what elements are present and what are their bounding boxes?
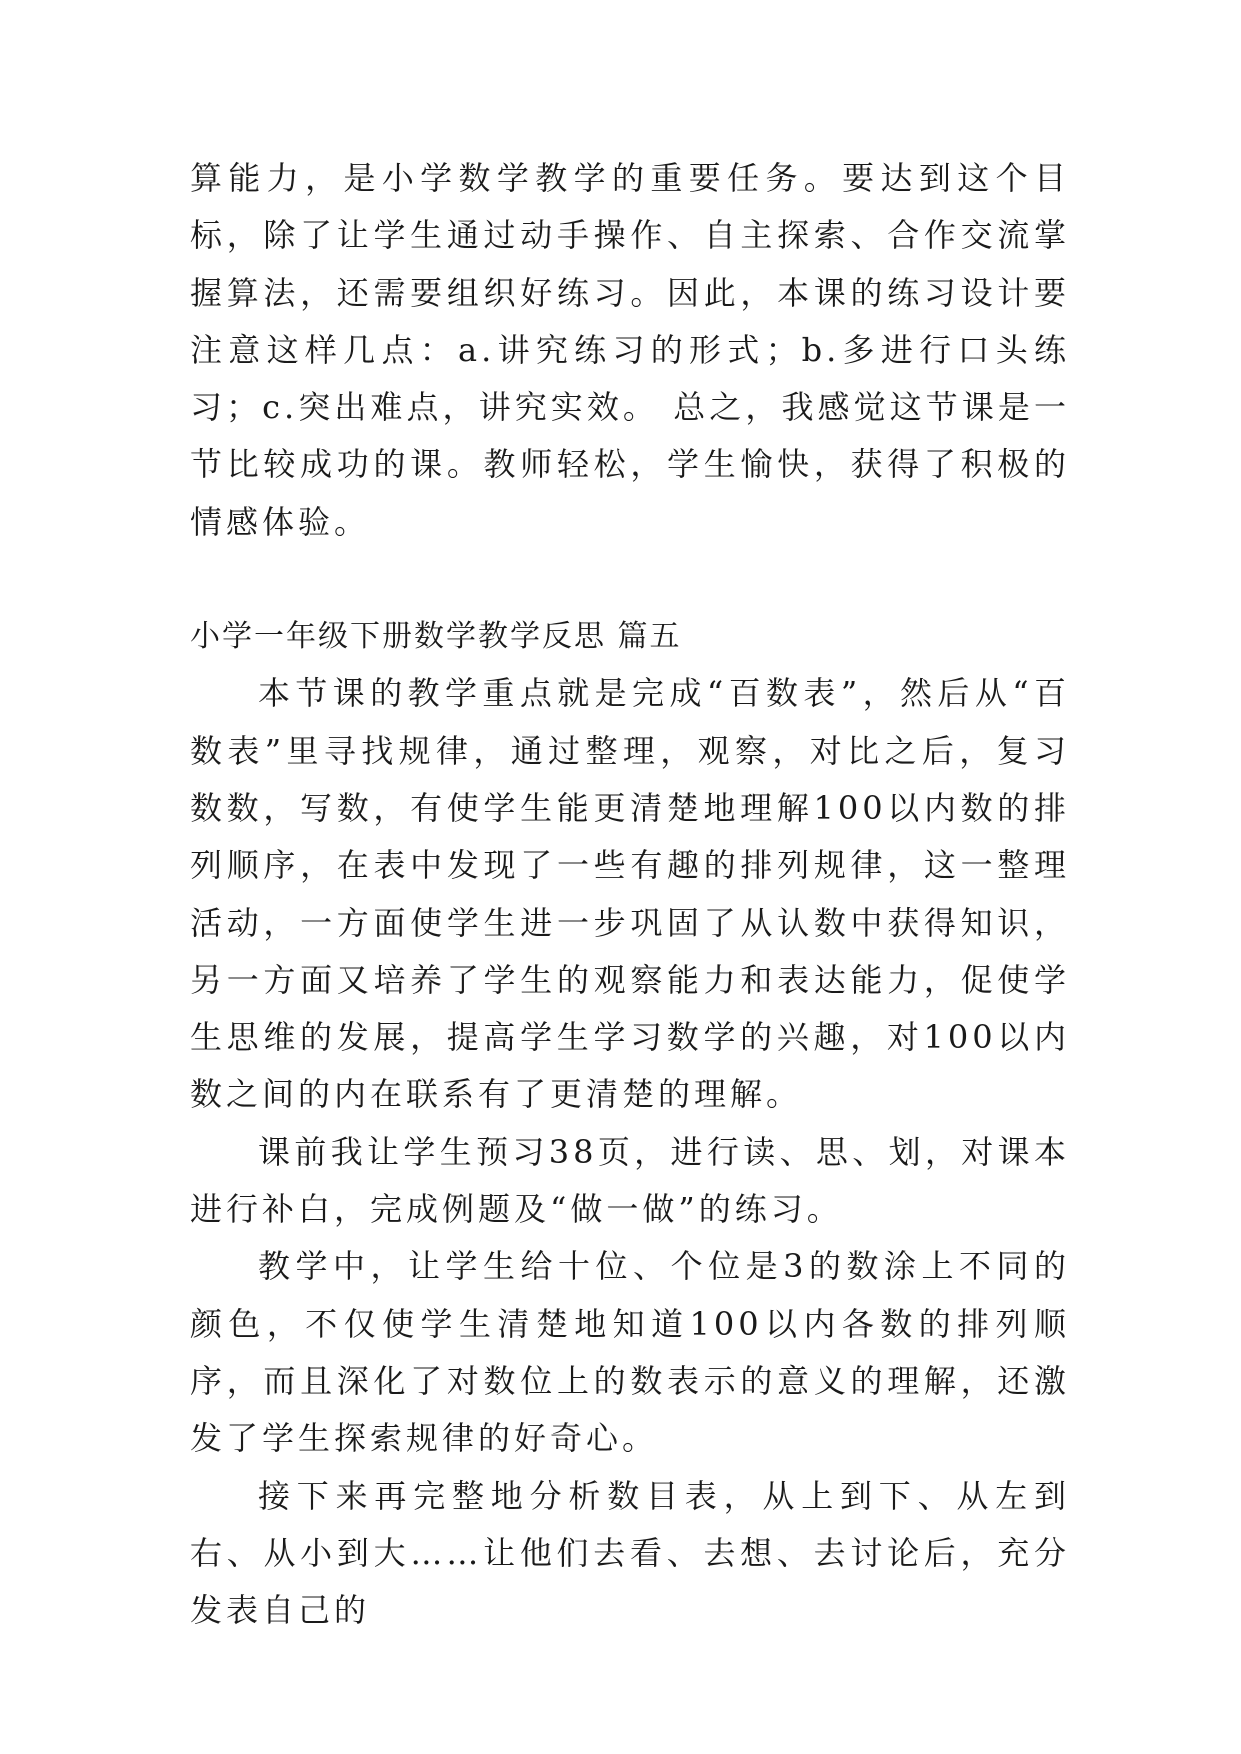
continued-paragraph: 算能力，是小学数学教学的重要任务。要达到这个目标，除了让学生通过动手操作、自主探索、合作交流掌握算法，还需要组织好练习。因此，本课的练习设计要注意这样几点：a.讲究练习的形式；b.多进行口头练习；c.突出难点，讲究实效。 总之，我感觉这节课是一节比较成功的课。教师轻松，学生愉快，获得了积极的情感体验。 xyxy=(190,159,1070,541)
section-title: 小学一年级下册数学教学反思 篇五 xyxy=(190,619,682,655)
body-paragraph-4: 接下来再完整地分析数目表，从上到下、从左到右、从小到大……让他们去看、去想、去讨论后，充分发表自己的 xyxy=(190,1476,1070,1630)
body-paragraph-1: 本节课的教学重点就是完成“百数表”，然后从“百数表”里寻找规律，通过整理，观察，对比之后，复习数数，写数，有使学生能更清楚地理解100以内数的排列顺序，在表中发现了一些有趣的排列规律，这一整理活动，一方面使学生进一步巩固了从认数中获得知识，另一方面又培养了学生的观察能力和表达能力，促使学生思维的发展，提高学生学习数学的兴趣，对100以内数之间的内在联系有了更清楚的理解。 xyxy=(190,674,1070,1114)
body-paragraph-3: 教学中，让学生给十位、个位是3的数涂上不同的颜色，不仅使学生清楚地知道100以内各数的排列顺序，而且深化了对数位上的数表示的意义的理解，还激发了学生探索规律的好奇心。 xyxy=(190,1247,1070,1458)
body-paragraph-2: 课前我让学生预习38页，进行读、思、划，对课本进行补白，完成例题及“做一做”的练习。 xyxy=(190,1132,1070,1229)
section-spacer xyxy=(190,551,1070,608)
document-page xyxy=(190,150,1070,1639)
